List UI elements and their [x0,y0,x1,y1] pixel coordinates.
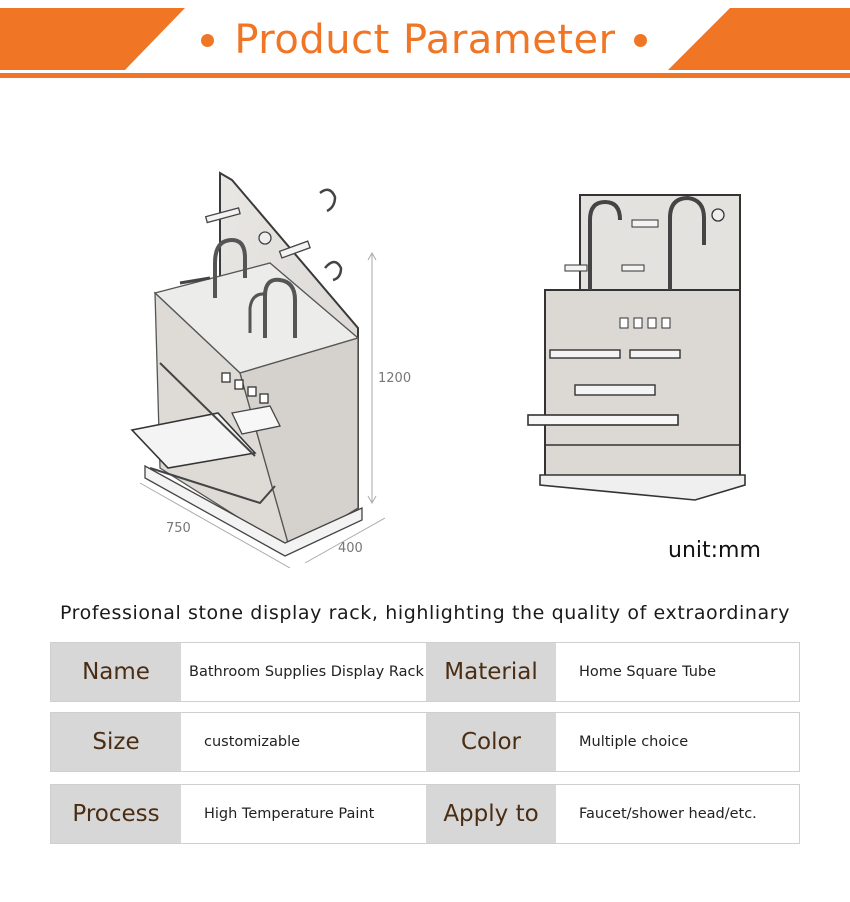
banner-underline [0,73,850,78]
apply-to-value: Faucet/shower head/etc. [579,806,757,822]
color-label: Color [426,713,556,771]
depth-dimension-label: 400 [338,541,363,556]
unit-label: unit:mm [668,538,761,563]
material-label: Material [426,643,556,701]
color-value: Multiple choice [579,734,689,750]
parameter-row [50,784,800,844]
process-label: Process [51,785,181,843]
name-label: Name [51,643,181,701]
material-value: Home Square Tube [579,664,717,680]
size-value: customizable [204,734,301,750]
display-rack-isometric-drawing [120,168,420,568]
display-rack-front-drawing [520,190,750,510]
apply-to-label: Apply to [426,785,556,843]
title-bullet-right [634,34,647,47]
process-value: High Temperature Paint [204,806,375,822]
product-tagline: Professional stone display rack, highlighting the quality of extraordinary [59,602,791,624]
header-banner [0,0,850,80]
page-title: Product Parameter [234,17,616,63]
size-label: Size [51,713,181,771]
parameter-row [50,642,800,702]
name-value: Bathroom Supplies Display Rack [189,664,424,680]
parameter-row [50,712,800,772]
width-dimension-label: 750 [166,521,191,536]
height-dimension-label: 1200 [378,371,412,386]
